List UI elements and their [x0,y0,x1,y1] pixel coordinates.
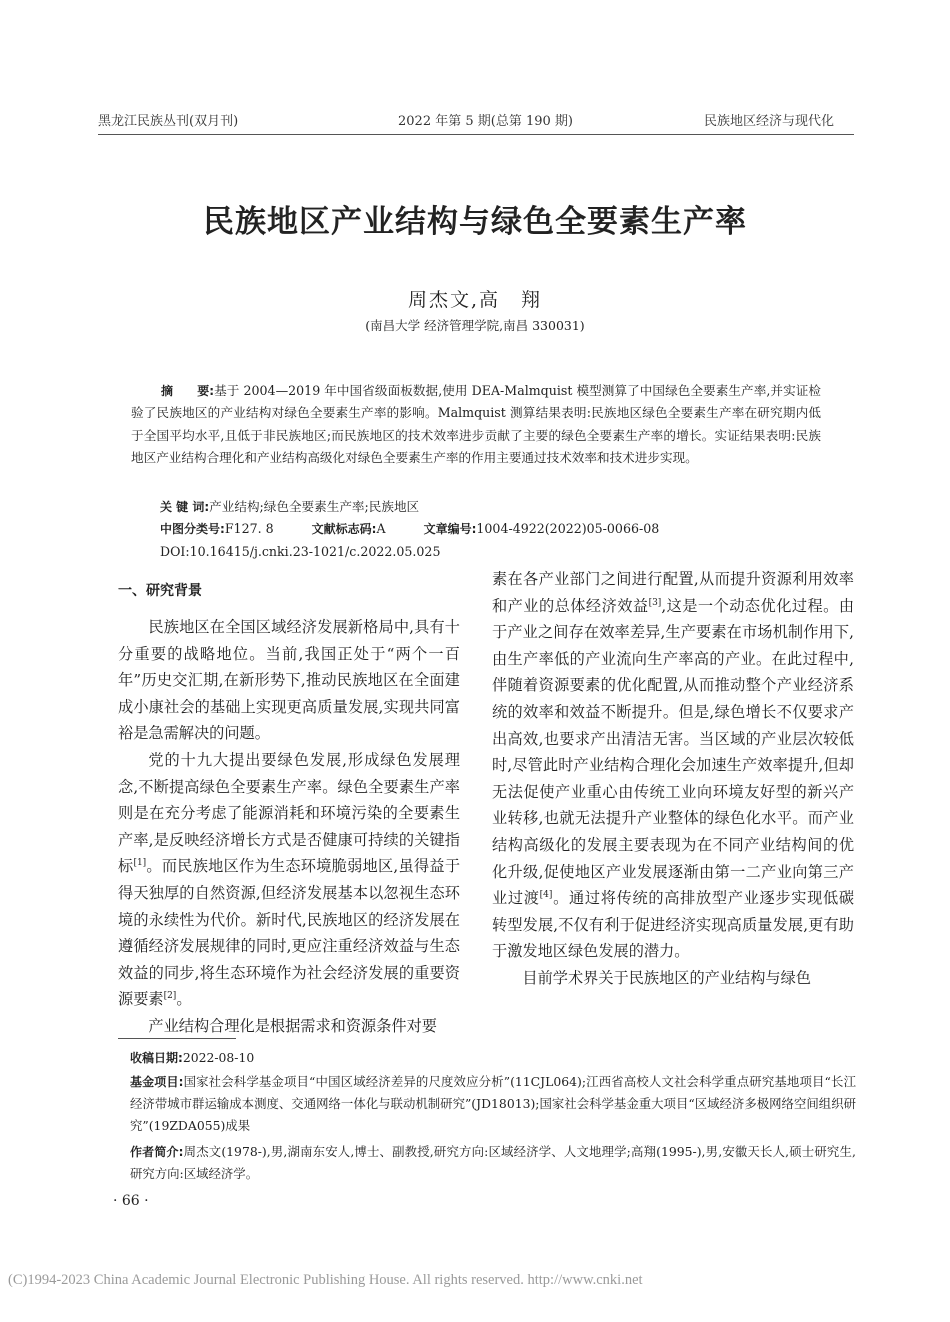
keywords-label: 关 键 词: [160,500,210,514]
affiliation: (南昌大学 经济管理学院,南昌 330031) [365,318,585,333]
abstract-label: 摘 要: [161,384,215,398]
author-bio-value: 周杰文(1978-),男,湖南东安人,博士、副教授,研究方向:区域经济学、人文地理学;高翔(1995-),男,安徽天长人,硕士研究生,研究方向:区域经济学。 [130,1144,856,1181]
citation-3: [3] [648,597,662,608]
classification [160,520,659,537]
doc-code-value: A [376,521,386,536]
fund-info [130,1071,856,1137]
right-column [492,566,854,992]
left-paragraph-2 [118,747,460,1013]
abstract-text: 基于 2004—2019 年中国省级面板数据,使用 DEA-Malmquist 模型测算了中国绿色全要素生产率,并实证检验了民族地区的产业结构对绿色全要素生产率的影响。Malmquist 测算结果表明:民族地区绿色全要素生产率在研究期内低于全国平均水平,且低于非民族地区;而民族地区的技术效率进步贡献了主要的绿色全要素生产率的增长。实证结果表明:民族地区产业结构合理化和产业结构高级化对绿色全要素生产率的作用主要通过技术效率和技术进步实现。 [131,383,821,466]
right-paragraph-1 [492,566,854,965]
author-bio [130,1141,856,1185]
right-paragraph-2: 目前学术界关于民族地区的产业结构与绿色 [522,968,811,987]
header-rule [98,134,854,135]
fund-label: 基金项目: [130,1075,184,1089]
author-bio-label: 作者简介: [130,1145,184,1159]
abstract [131,380,821,470]
citation-1: [1] [133,858,147,869]
journal-name: 黑龙江民族丛刊(双月刊) [98,114,239,129]
left-paragraph-1: 民族地区在全国区域经济发展新格局中,具有十分重要的战略地位。当前,我国正处于“两个一百年”历史交汇期,在新形势下,推动民族地区在全面建成小康社会的基础上实现更高质量发展,实现共同富裕是急需解决的问题。 [118,618,460,743]
article-no-label: 文章编号: [423,522,477,536]
article-no-value: 1004-4922(2022)05-0066-08 [476,521,660,536]
left-paragraph-2-part-c: 。 [176,990,192,1009]
received-value: 2022-08-10 [182,1050,255,1065]
keywords-text: 产业结构;绿色全要素生产率;民族地区 [209,499,420,514]
paper-title: 民族地区产业结构与绿色全要素生产率 [203,204,747,240]
fund-value: 国家社会科学基金项目“中国区域经济差异的尺度效应分析”(11CJL064);江西省高校人文社会科学重点研究基地项目“长江经济带城市群运输成本测度、交通网络一体化与联动机制研究”(JD18013);国家社会科学基金重大项目“区域经济多极网络空间组织研究”(19ZDA055)成果 [130,1074,856,1133]
citation-4: [4] [539,890,553,901]
page-number: · 66 · [113,1193,149,1209]
clc-label: 中图分类号: [160,522,225,536]
left-column [118,614,460,1040]
doc-code-label: 文献标志码: [311,522,377,536]
right-paragraph-1-part-a: 素在各产业部门之间进行配置,从而提升资源利用效率和产业的总体经济效益 [492,570,854,615]
doi: DOI:10.16415/j.cnki.23-1021/c.2022.05.025 [160,544,441,559]
right-paragraph-1-part-c: 。通过将传统的高排放型产业逐步实现低碳转型发展,不仅有利于促进经济实现高质量发展,更有助于激发地区绿色发展的潜力。 [492,889,854,961]
left-paragraph-2-part-b: 。而民族地区作为生态环境脆弱地区,虽得益于得天独厚的自然资源,但经济发展基本以忽视生态环境的永续性为代价。新时代,民族地区的经济发展在遵循经济发展规律的同时,更应注重经济效益与生态效益的同步,将生态环境作为社会经济发展的重要资源要素 [118,857,461,1009]
clc-value: F127. 8 [224,521,274,536]
left-paragraph-2-part-a: 党的十九大提出要绿色发展,形成绿色发展理念,不断提高绿色全要素生产率。绿色全要素生产率则是在充分考虑了能源消耗和环境污染的全要素生产率,是反映经济增长方式是否健康可持续的关键指标 [118,750,460,876]
copyright-notice: (C)1994-2023 China Academic Journal Electronic Publishing House. All rights reserved. http://www.cnki.net [8,1272,643,1288]
footnote-rule [118,1038,236,1039]
right-paragraph-1-part-b: ,这是一个动态优化过程。由于产业之间存在效率差异,生产要素在市场机制作用下,由生产率低的产业流向生产率高的产业。在此过程中,伴随着资源要素的优化配置,从而推动整个产业经济系统的效率和效益不断提升。但是,绿色增长不仅要求产出高效,也要求产出清洁无害。当区域的产业层次较低时,尽管此时产业结构合理化会加速生产效率提升,但却无法促使产业重心由传统工业向环境友好型的新兴产业转移,也就无法提升产业整体的绿色化水平。而产业结构高级化的发展主要表现为在不同产业结构间的优化升级,促使地区产业发展逐渐由第一二产业向第三产业过渡 [492,596,855,908]
authors: 周杰文,高 翔 [407,289,543,311]
received-date [130,1047,856,1069]
keywords [160,496,419,515]
received-label: 收稿日期: [130,1051,183,1065]
section-name: 民族地区经济与现代化 [704,114,835,129]
section-heading: 一、研究背景 [118,583,202,599]
citation-2: [2] [163,991,177,1002]
left-paragraph-3: 产业结构合理化是根据需求和资源条件对要 [148,1016,437,1035]
issue-info: 2022 年第 5 期(总第 190 期) [398,114,573,129]
